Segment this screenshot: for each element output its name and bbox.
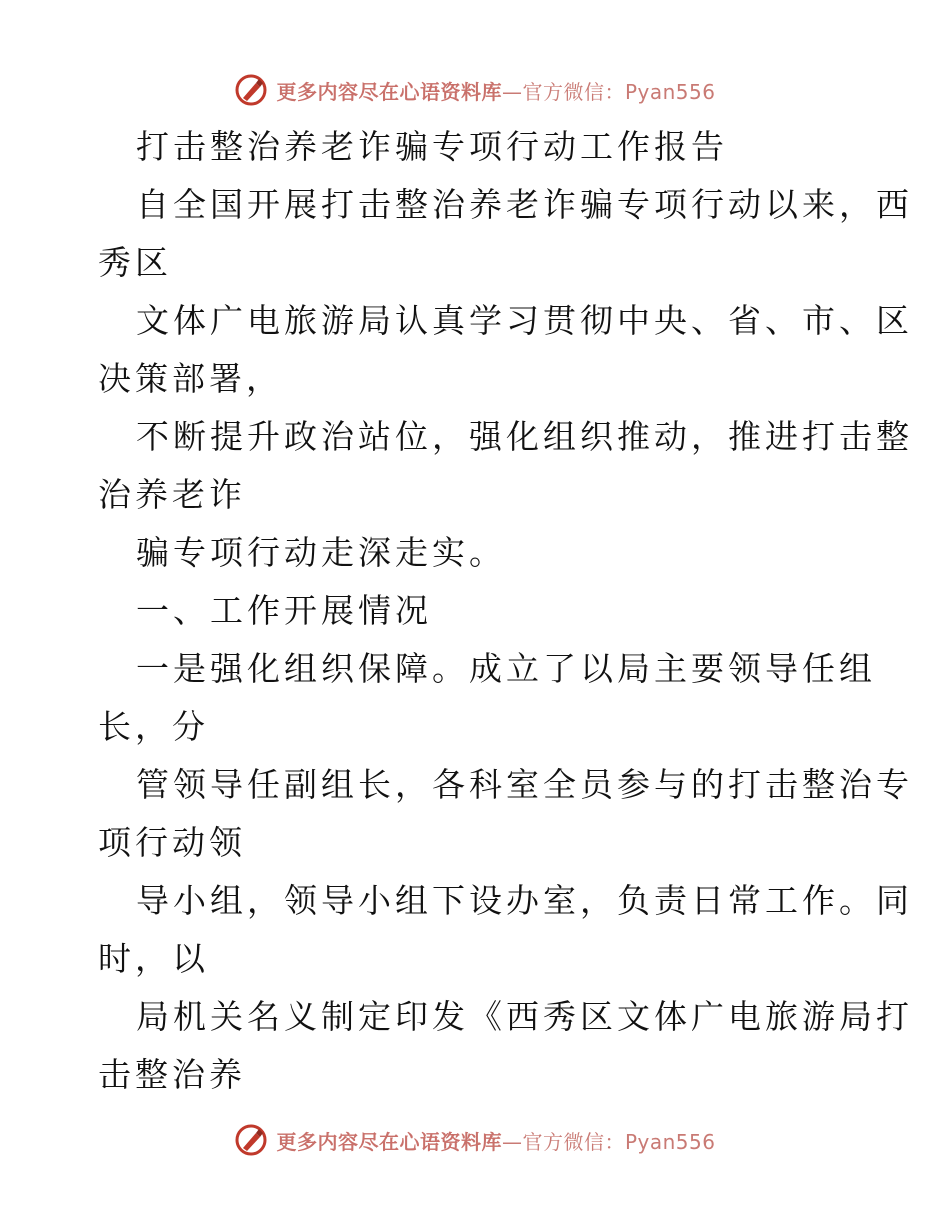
text-line: 秀区 [98,243,172,282]
footer-watermark [0,1120,950,1160]
text-line: 长，分 [98,707,209,746]
watermark-brand: 更多内容尽在心语资料库 [276,1129,502,1154]
watermark-dash: — [501,79,523,104]
text-line: 一、工作开展情况 [136,591,432,630]
document-body [98,118,913,1104]
watermark-brand: 更多内容尽在心语资料库 [276,79,502,104]
watermark-text [276,76,715,105]
text-line: 文体广电旅游局认真学习贯彻中央、省、市、区 [136,301,913,340]
text-line: 治养老诈 [98,475,246,514]
text-line: 一是强化组织保障。成立了以局主要领导任组 [136,649,876,688]
watermark-text [276,1126,715,1155]
watermark-contact: 官方微信：Pyan556 [522,79,716,104]
pen-logo-icon [234,73,268,107]
watermark-dash: — [501,1129,523,1154]
text-line: 不断提升政治站位，强化组织推动，推进打击整 [136,417,913,456]
text-line: 打击整治养老诈骗专项行动工作报告 [136,127,728,166]
text-line: 项行动领 [98,823,246,862]
text-line: 局机关名义制定印发《西秀区文体广电旅游局打 [136,997,913,1036]
header-watermark [0,70,950,110]
text-line: 管领导任副组长，各科室全员参与的打击整治专 [136,765,913,804]
text-line: 决策部署， [98,359,283,398]
text-line: 击整治养 [98,1055,246,1094]
text-line: 时，以 [98,939,209,978]
text-line: 导小组，领导小组下设办室，负责日常工作。同 [136,881,913,920]
watermark-contact: 官方微信：Pyan556 [522,1129,716,1154]
pen-logo-icon [234,1123,268,1157]
text-line: 自全国开展打击整治养老诈骗专项行动以来，西 [136,185,913,224]
text-line: 骗专项行动走深走实。 [136,533,506,572]
